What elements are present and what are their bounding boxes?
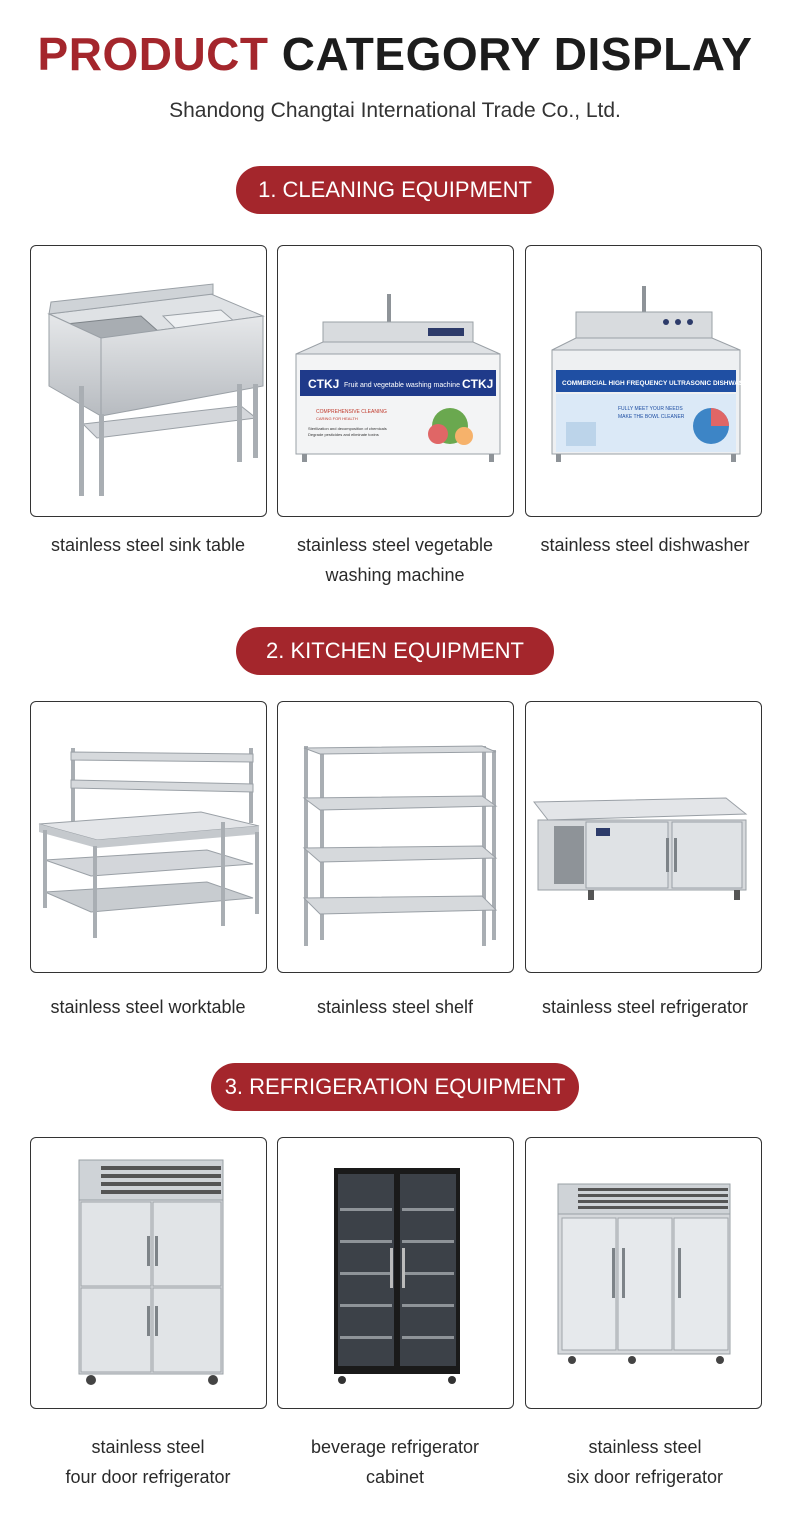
beverage-cabinet-image	[278, 1138, 513, 1408]
washer-brand-right: CTKJ	[462, 377, 494, 391]
section-heading-refrigeration: 3. REFRIGERATION EQUIPMENT	[211, 1063, 579, 1111]
product-card-four-door-refrigerator[interactable]	[30, 1137, 267, 1409]
washer-slogan-2: CARING FOR HEALTH	[316, 416, 358, 421]
caption-shelf: stainless steel shelf	[316, 997, 474, 1017]
section-heading-cleaning: 1. CLEANING EQUIPMENT	[236, 166, 554, 214]
product-card-worktable[interactable]	[30, 701, 267, 973]
company-name: Shandong Changtai International Trade Co., Ltd.	[169, 99, 621, 122]
vegetable-washer-image	[278, 246, 513, 516]
title-accent: PRODUCT	[37, 28, 269, 80]
product-card-undercounter-refrigerator[interactable]	[525, 701, 762, 973]
dishwasher-image	[526, 246, 761, 516]
title-rest: CATEGORY DISPLAY	[281, 28, 753, 80]
washer-panel-title: Fruit and vegetable washing machine	[344, 382, 460, 389]
sink-table-image	[31, 246, 266, 516]
product-card-vegetable-washer[interactable]	[277, 245, 514, 517]
product-card-dishwasher[interactable]	[525, 245, 762, 517]
product-card-beverage-cabinet[interactable]	[277, 1137, 514, 1409]
six-door-refrigerator-image	[526, 1138, 761, 1408]
dishwasher-panel-title: COMMERCIAL HIGH FREQUENCY ULTRASONIC DISHWASHER	[562, 380, 758, 387]
caption-worktable: stainless steel worktable	[50, 997, 246, 1017]
shelf-image	[278, 702, 513, 972]
caption-dishwasher: stainless steel dishwasher	[540, 535, 750, 555]
washer-text-1: Sterilization and decomposition of chemicals	[308, 426, 387, 431]
washer-slogan-1: COMPREHENSIVE CLEANING	[316, 409, 387, 415]
four-door-refrigerator-image	[31, 1138, 266, 1408]
dishwasher-slogan-1: FULLY MEET YOUR NEEDS	[618, 406, 683, 412]
undercounter-refrigerator-image	[526, 702, 761, 972]
caption-sink-table: stainless steel sink table	[50, 535, 246, 555]
product-card-sink-table[interactable]	[30, 245, 267, 517]
washer-brand-left: CTKJ	[308, 377, 340, 391]
dishwasher-slogan-2: MAKE THE BOWL CLEANER	[618, 414, 685, 420]
product-card-shelf[interactable]	[277, 701, 514, 973]
caption-undercounter-refrigerator: stainless steel refrigerator	[541, 997, 749, 1017]
page-title	[0, 26, 790, 82]
washer-text-2: Degrade pesticides and eliminate toxins	[308, 432, 379, 437]
worktable-image	[31, 702, 266, 972]
caption-four-door-refrigerator: stainless steel four door refrigerator	[65, 1437, 231, 1487]
caption-beverage-cabinet: beverage refrigerator cabinet	[310, 1437, 480, 1487]
section-heading-kitchen: 2. KITCHEN EQUIPMENT	[236, 627, 554, 675]
product-card-six-door-refrigerator[interactable]	[525, 1137, 762, 1409]
caption-vegetable-washer: stainless steel vegetable washing machine	[296, 535, 494, 585]
caption-six-door-refrigerator: stainless steel six door refrigerator	[566, 1437, 724, 1487]
